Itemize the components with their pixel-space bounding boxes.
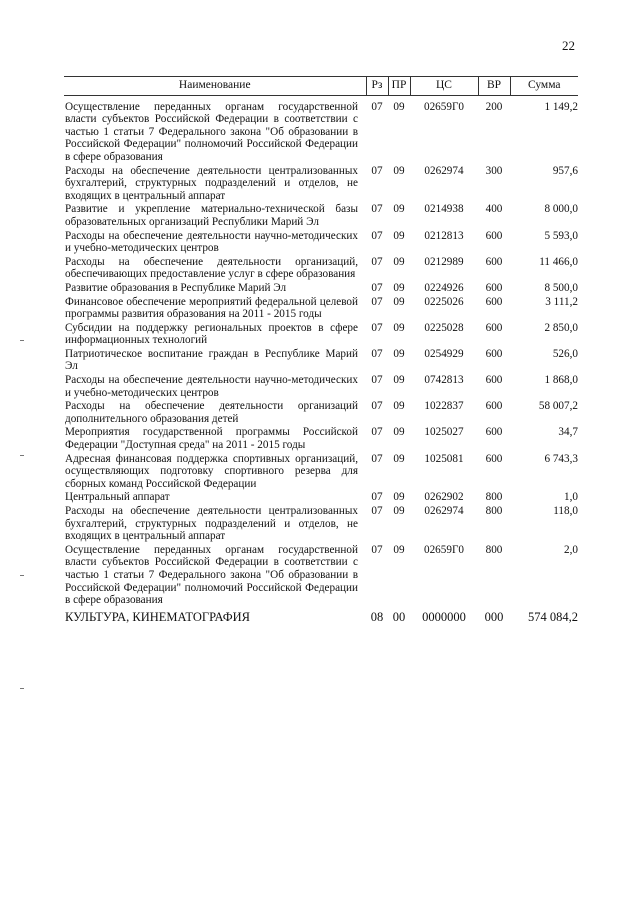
margin-mark [20,340,24,341]
header-name: Наименование [64,77,366,96]
row-rz: 07 [371,295,383,308]
table-body [64,95,578,624]
row-vr: 600 [485,229,503,242]
row-pr: 09 [393,321,405,334]
table-row [64,256,578,282]
row-cs: 0224926 [424,281,464,294]
row-sum: 2,0 [564,543,578,556]
header-vr: ВР [478,77,510,96]
page-number: 22 [562,38,575,53]
row-cs: 0742813 [424,374,464,387]
table-header [64,77,578,96]
row-name: Развитие образования в Республике Марий Эл [65,281,287,294]
row-vr: 600 [485,281,503,294]
table-row [64,505,578,544]
row-sum: 8 000,0 [544,203,578,216]
table-row [64,230,578,256]
row-vr: 600 [485,321,503,334]
table-row [64,95,578,164]
row-rz: 08 [370,609,384,624]
row-sum: 118,0 [553,505,578,517]
row-rz: 07 [371,281,383,294]
row-name: КУЛЬТУРА, КИНЕМАТОГРАФИЯ [65,609,250,624]
table-row [64,348,578,374]
row-rz: 07 [371,229,383,242]
row-cs: 02659Г0 [423,543,465,556]
table-row [64,296,578,322]
budget-table [64,76,578,624]
row-name: Расходы на обеспечение деятельности научно-методических и учебно-методических центров [65,229,358,255]
header-cs: ЦС [410,77,478,96]
row-rz: 07 [371,100,383,113]
row-rz: 07 [371,164,383,177]
row-pr: 09 [393,281,405,294]
row-cs: 0262902 [424,491,464,504]
row-cs: 0254929 [424,347,464,360]
row-pr: 09 [393,426,405,439]
row-name: Расходы на обеспечение деятельности организаций дополнительного образования детей [65,400,358,425]
row-rz: 07 [371,543,383,556]
row-cs: 1025081 [424,452,464,465]
row-cs: 0212989 [424,255,464,268]
header-sum: Сумма [510,77,578,96]
row-name: Мероприятия государственной программы Российской Федерации "Доступная среда" на 2011 - 2015 годы [65,426,358,452]
row-sum: 34,7 [558,426,578,439]
row-cs: 0214938 [424,203,464,216]
section-row [64,608,578,625]
row-vr: 600 [485,400,503,413]
row-cs: 1025027 [424,426,464,439]
row-sum: 11 466,0 [539,255,578,268]
header-rz: Рз [366,77,388,96]
row-pr: 09 [393,491,405,504]
row-rz: 07 [371,374,383,387]
row-vr: 000 [484,609,504,624]
row-sum: 1 868,0 [544,374,578,387]
row-name: Расходы на обеспечение деятельности организаций, обеспечивающих предоставление услуг в сфере образования [65,255,358,281]
table-row [64,282,578,296]
row-cs: 0000000 [422,609,466,624]
table-row [64,374,578,400]
row-pr: 09 [393,164,405,177]
row-cs: 1022837 [424,400,464,413]
row-vr: 200 [485,100,503,113]
row-cs: 0225028 [424,321,464,334]
row-sum: 58 007,2 [538,400,578,413]
table-row [64,165,578,204]
row-pr: 00 [392,609,406,624]
row-pr: 09 [393,229,405,242]
row-rz: 07 [371,426,383,439]
row-cs: 0225026 [424,295,464,308]
row-vr: 400 [485,203,503,216]
row-sum: 2 850,0 [544,321,578,334]
row-pr: 09 [393,400,405,413]
row-rz: 07 [371,491,383,504]
table-row [64,491,578,505]
row-name: Осуществление переданных органам государственной власти субъектов Российской Федерации в соответствии с частью 1 статьи 7 Федерального закона "Об образовании в Российской Федерации" полномочий Российской Федерации в сфере образования [65,100,358,163]
row-pr: 09 [393,543,405,556]
row-vr: 600 [485,347,503,360]
table-row [64,400,578,426]
table-row [64,426,578,452]
row-pr: 09 [393,374,405,387]
row-cs: 0212813 [424,229,464,242]
row-vr: 600 [485,295,503,308]
row-sum: 957,6 [552,164,578,177]
row-vr: 600 [485,374,503,387]
table-row [64,203,578,229]
row-name: Расходы на обеспечение деятельности централизованных бухгалтерий, структурных подразделений и отделов, не входящих в центральный аппарат [65,505,358,543]
row-sum: 3 111,2 [545,295,578,308]
row-sum: 8 500,0 [544,281,578,294]
table-row [64,544,578,608]
margin-mark [20,455,24,456]
row-name: Осуществление переданных органам государственной власти субъектов Российской Федерации в соответствии с частью 1 статьи 7 Федерального закона "Об образовании в Российской Федерации" полномочий Российской Федерации в сфере образования [65,543,358,607]
margin-mark [20,688,24,689]
row-pr: 09 [393,255,405,268]
row-sum: 1,0 [564,491,578,504]
row-rz: 07 [371,203,383,216]
row-sum: 574 084,2 [528,609,578,624]
table-row [64,322,578,348]
row-vr: 300 [485,164,503,177]
row-rz: 07 [371,255,383,268]
row-sum: 6 743,3 [544,452,578,465]
row-cs: 02659Г0 [423,100,465,113]
row-rz: 07 [371,347,383,360]
row-vr: 600 [485,255,503,268]
row-name: Адресная финансовая поддержка спортивных организаций, осуществляющих подготовку спортивного резерва для сборных команд Российской Федерации [65,452,358,490]
row-vr: 800 [485,491,503,504]
row-pr: 09 [393,100,405,113]
row-pr: 09 [393,295,405,308]
header-pr: ПР [388,77,410,96]
row-name: Финансовое обеспечение мероприятий федеральной целевой программы развития образования на 2011 - 2015 годы [65,295,358,321]
row-vr: 800 [485,505,503,517]
row-vr: 600 [485,452,503,465]
row-pr: 09 [393,203,405,216]
row-rz: 07 [371,452,383,465]
row-vr: 600 [485,426,503,439]
row-pr: 09 [393,347,405,360]
row-name: Расходы на обеспечение деятельности научно-методических и учебно-методических центров [65,374,358,399]
row-pr: 09 [393,505,405,517]
margin-mark [20,575,24,576]
row-vr: 800 [485,543,503,556]
row-name: Субсидии на поддержку региональных проектов в сфере информационных технологий [65,321,358,347]
table-row [64,453,578,492]
row-rz: 07 [371,321,383,334]
row-name: Расходы на обеспечение деятельности централизованных бухгалтерий, структурных подразделений и отделов, не входящих в центральный аппарат [65,164,358,202]
row-name: Патриотическое воспитание граждан в Республике Марий Эл [65,347,358,373]
row-rz: 07 [371,400,383,413]
row-rz: 07 [371,505,383,517]
row-cs: 0262974 [424,164,464,177]
row-cs: 0262974 [424,505,464,517]
row-name: Развитие и укрепление материально-технической базы образовательных организаций Республики Марий Эл [65,203,358,228]
row-pr: 09 [393,452,405,465]
row-sum: 526,0 [552,347,578,360]
row-name: Центральный аппарат [65,491,170,504]
row-sum: 1 149,2 [544,100,578,113]
row-sum: 5 593,0 [544,229,578,242]
